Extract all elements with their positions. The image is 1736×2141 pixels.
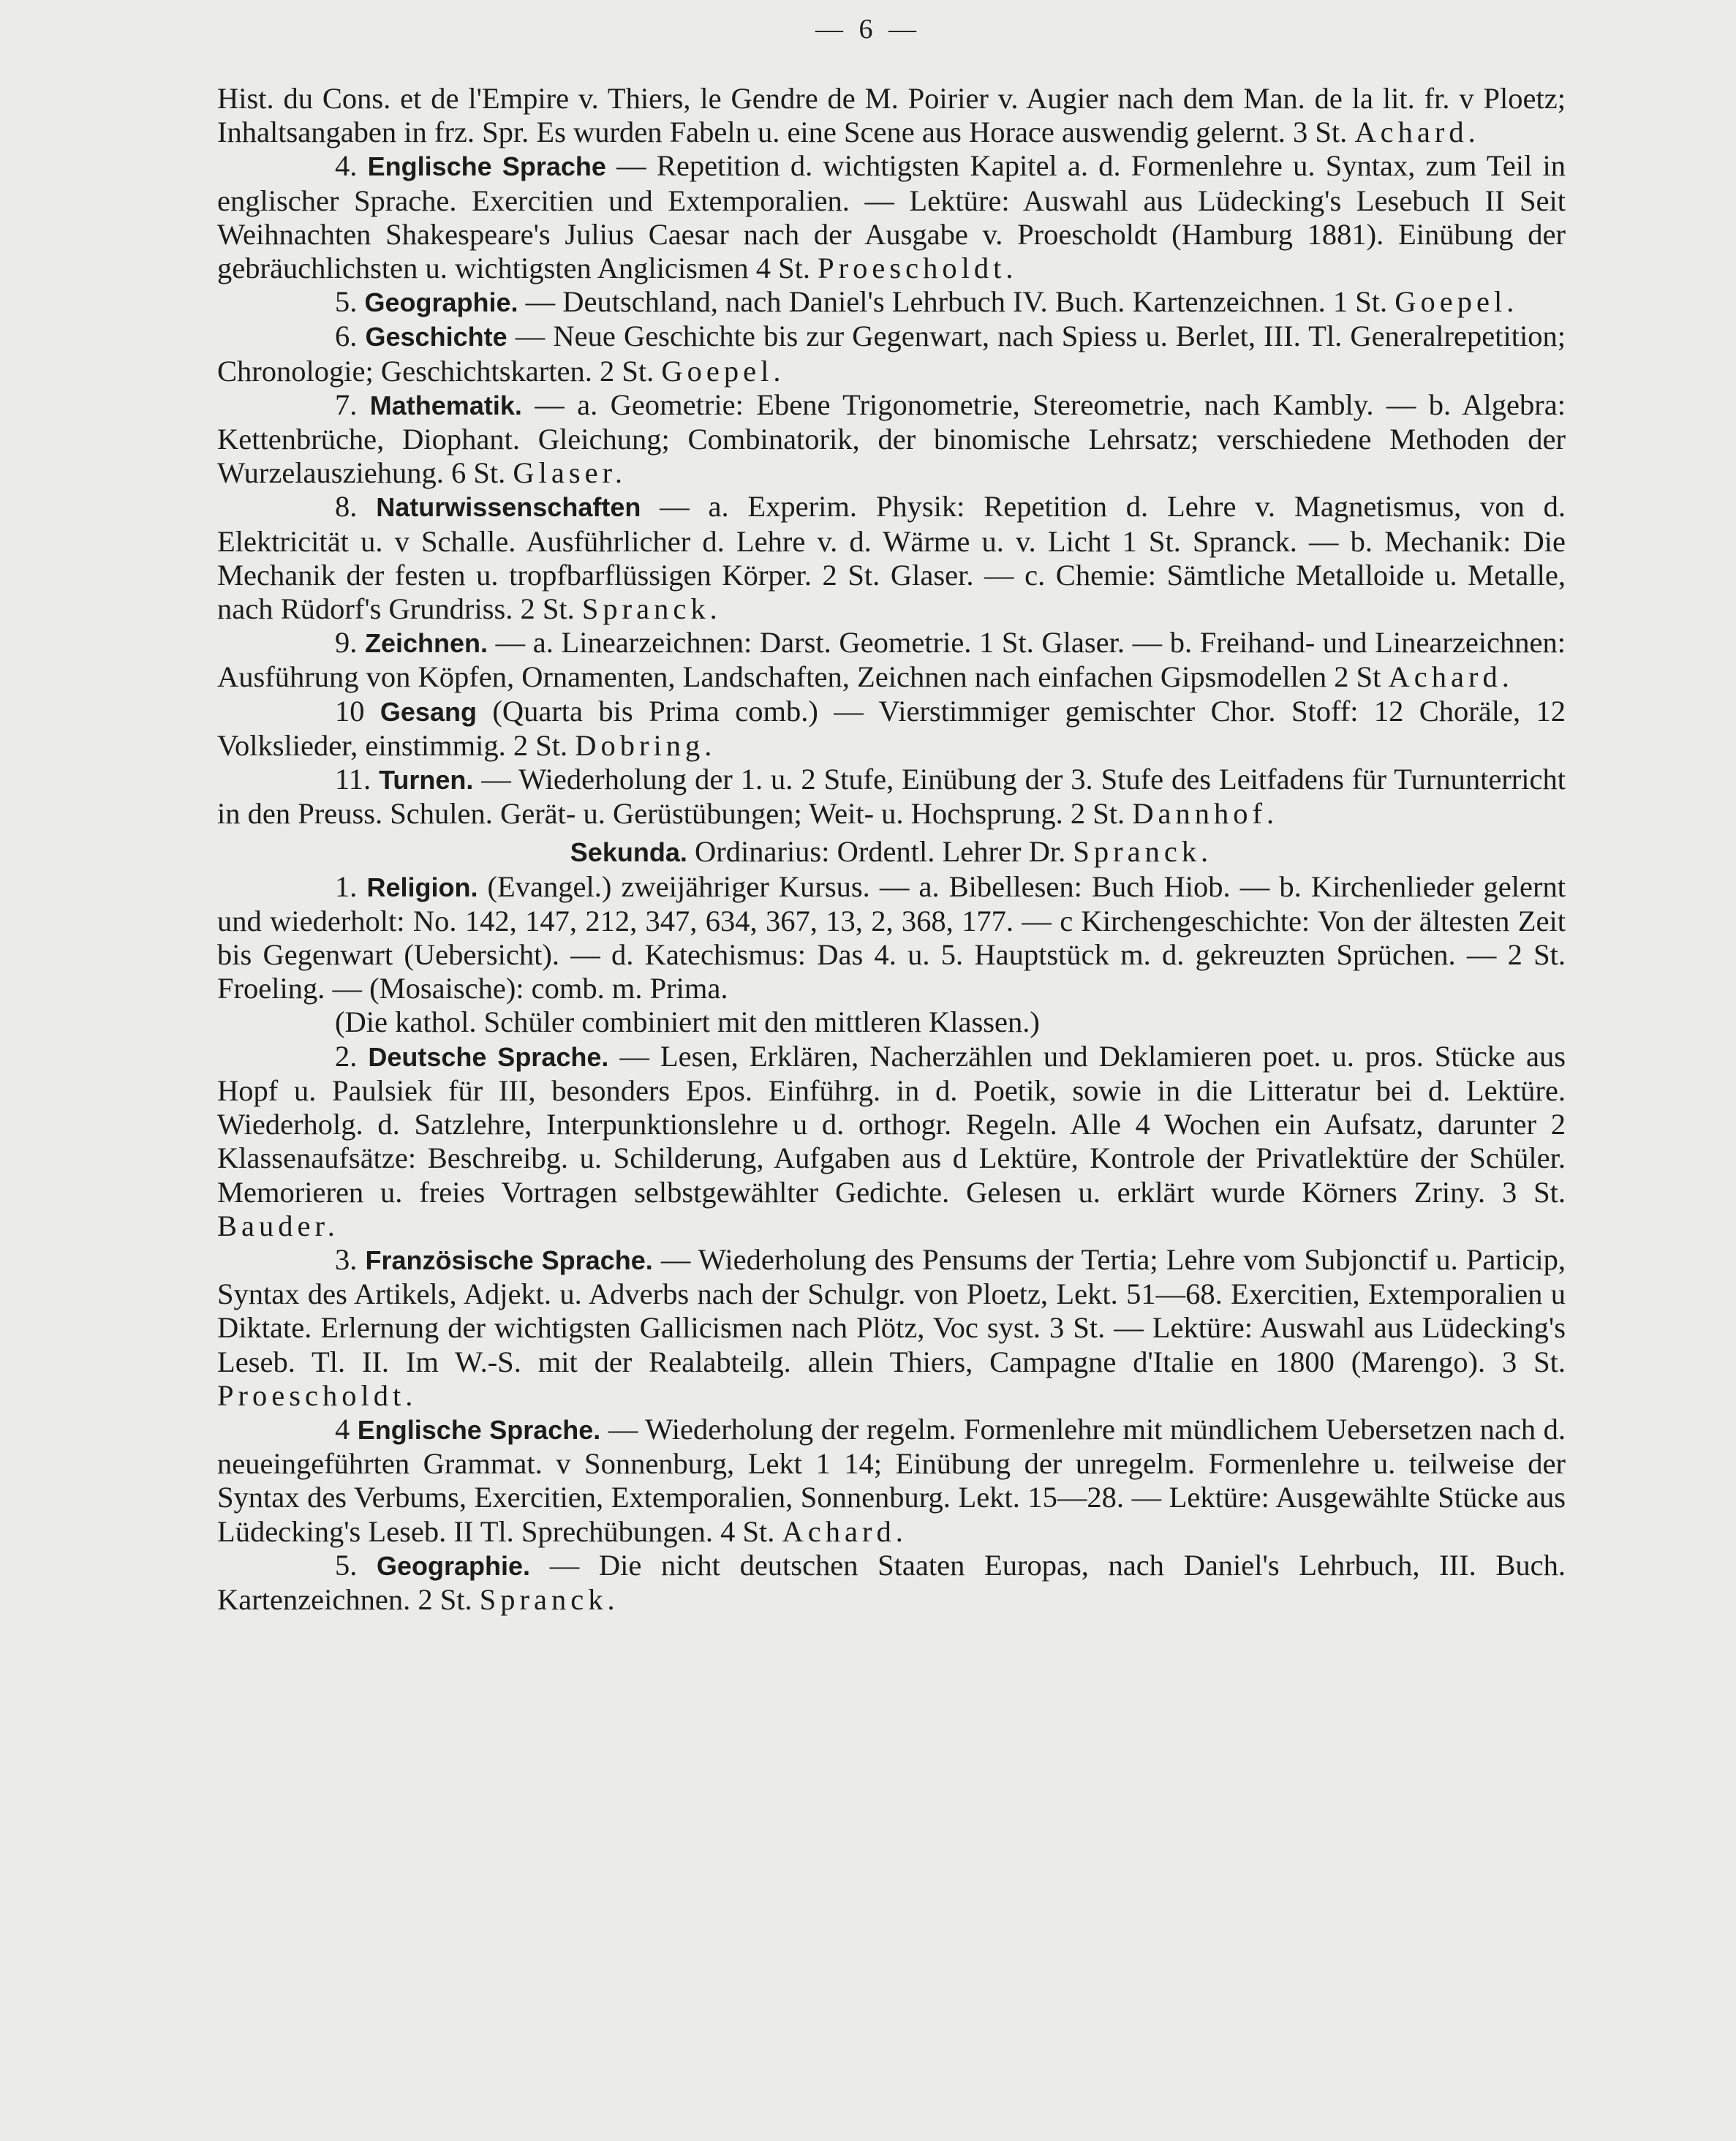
paragraph-text: — Neue Geschichte bis zur Gegenwart, nach Spiess u. Berlet, III. Tl. Generalrepetition; Chronologie; Geschichtskarten. 2 St.	[217, 320, 1566, 388]
subject-heading: Zeichnen.	[365, 628, 488, 659]
item-number: 5.	[335, 1548, 358, 1582]
subject-heading: Geographie.	[364, 287, 518, 318]
paragraph-franzoesische-sprache	[217, 1243, 1566, 1413]
teacher-name: Achard.	[1388, 660, 1514, 694]
teacher-name: Achard.	[782, 1514, 907, 1548]
teacher-name: Dannhof.	[1132, 797, 1279, 831]
subject-heading: Mathematik.	[369, 390, 522, 420]
paragraph-naturwissenschaften	[217, 490, 1566, 626]
item-number: 10	[335, 694, 365, 728]
paragraph-zeichnen	[217, 626, 1566, 694]
paragraph-gesang	[217, 695, 1566, 763]
subject-heading: Gesang	[380, 696, 477, 727]
item-number: 7.	[335, 388, 358, 421]
paragraph-englische-sprache	[217, 149, 1566, 285]
item-number: 6.	[335, 320, 358, 353]
item-number: 3.	[335, 1242, 358, 1276]
subject-heading: Naturwissenschaften	[376, 492, 641, 523]
paragraph-englische-sprache-2	[217, 1413, 1566, 1549]
item-number: 1.	[335, 869, 358, 903]
paragraph-geschichte	[217, 320, 1566, 388]
subject-heading: Turnen.	[379, 765, 474, 796]
paragraph-geographie	[217, 285, 1566, 320]
teacher-name: Glaser.	[513, 456, 627, 490]
paragraph-text: — a. Experim. Physik: Repetition d. Lehre v. Magnetismus, von d. Elektricität u. v Schalle. Ausführlicher d. Lehre v. d. Wärme u. v. Licht 1 St. Spranck. — b. Mechanik: Die Mechanik der festen u. tropfbarflüssigen Körper. 2 St. Glaser. — c. Chemie: Sämtliche Metalloide u. Metalle, nach Rüdorf's Grundriss. 2 St.	[217, 490, 1566, 626]
subject-heading: Englische Sprache	[367, 151, 606, 182]
paragraph-text: — Die nicht deutschen Staaten Europas, nach Daniel's Lehrbuch, III. Buch. Kartenzeichnen. 2 St.	[217, 1548, 1566, 1616]
paragraph-text: — Wiederholung der regelm. Formenlehre mit mündlichem Uebersetzen nach d. neueingeführten Grammat. v Sonnenburg, Lekt 1 14; Einübung der unregelm. Formenlehre u. teilweise der Syntax des Verbums, Exercitien, Extemporalien, Sonnenburg. Lekt. 15—28. — Lektüre: Ausgewählte Stücke aus Lüdecking's Leseb. II Tl. Sprechübungen. 4 St.	[217, 1412, 1566, 1548]
paragraph-text: — a. Geometrie: Ebene Trigonometrie, Stereometrie, nach Kambly. — b. Algebra: Kettenbrüche, Diophant. Gleichung; Combinatorik, der binomische Lehrsatz; verschiedene Methoden der Wurzelausziehung. 6 St.	[217, 388, 1566, 490]
page-number: — 6 —	[815, 14, 921, 45]
paragraph-text: Hist. du Cons. et de l'Empire v. Thiers, le Gendre de M. Poirier v. Augier nach dem Man. de la lit. fr. v Ploetz; Inhaltsangaben in frz. Spr. Es wurden Fabeln u. eine Scene aus Horace auswendig gelernt. 3 St.	[217, 82, 1566, 149]
paragraph-text: (Quarta bis Prima comb.) — Vierstimmiger gemischter Chor. Stoff: 12 Choräle, 12 Volkslieder, einstimmig. 2 St.	[217, 694, 1566, 762]
teacher-name: Bauder.	[217, 1209, 339, 1242]
section-header-sekunda	[217, 835, 1566, 869]
paragraph-text: (Evangel.) zweijähriger Kursus. — a. Bibellesen: Buch Hiob. — b. Kirchenlieder gelernt und wiederholt: No. 142, 147, 212, 347, 634, 367, 13, 2, 368, 177. — c Kirchengeschichte: Von der ältesten Zeit bis Gegenwart (Uebersicht). — d. Katechismus: Das 4. u. 5. Hauptstück m. d. gekreuzten Sprüchen. — 2 St. Froeling. — (Mosaische): comb. m. Prima.	[217, 869, 1566, 1005]
paragraph-text: — Repetition d. wichtigsten Kapitel a. d. Formenlehre u. Syntax, zum Teil in englischer Sprache. Exercitien und Extemporalien. — Lektüre: Auswahl aus Lüdecking's Lesebuch II Seit Weihnachten Shakespeare's Julius Caesar nach der Ausgabe v. Proescholdt (Hamburg 1881). Einübung der gebräuchlichsten u. wichtigsten Anglicismen 4 St.	[217, 149, 1566, 285]
paragraph-mathematik	[217, 388, 1566, 491]
teacher-name: Goepel.	[661, 354, 785, 388]
section-ordinarius: Ordinarius: Ordentl. Lehrer Dr.	[694, 835, 1066, 869]
item-number: 5.	[335, 285, 358, 319]
document-body	[217, 82, 1566, 1617]
item-number: 4.	[335, 149, 358, 183]
paragraph-text: (Die kathol. Schüler combiniert mit den mittleren Klassen.)	[335, 1005, 1040, 1039]
paragraph-text: — a. Linearzeichnen: Darst. Geometrie. 1 St. Glaser. — b. Freihand- und Linearzeichnen: Ausführung von Köpfen, Ornamenten, Landschaften, Zeichnen nach einfachen Gipsmodellen 2 St	[217, 626, 1566, 694]
paragraph-religion	[217, 870, 1566, 1006]
subject-heading: Französische Sprache.	[365, 1245, 653, 1275]
paragraph	[217, 82, 1566, 149]
paragraph-text: — Wiederholung des Pensums der Tertia; Lehre vom Subjonctif u. Particip, Syntax des Artikels, Adjekt. u. Adverbs nach der Schulgr. von Ploetz, Lekt. 51—68. Exercitien, Extemporalien u Diktate. Erlernung der wichtigsten Gallicismen nach Plötz, Voc syst. 3 St. — Lektüre: Auswahl aus Lüdecking's Leseb. Tl. II. Im W.-S. mit der Realabteilg. allein Thiers, Campagne d'Italie en 1800 (Marengo). 3 St.	[217, 1242, 1566, 1378]
subject-heading: Religion.	[366, 872, 478, 902]
subject-heading: Deutsche Sprache.	[368, 1041, 609, 1072]
item-number: 9.	[335, 626, 358, 660]
paragraph-text: — Wiederholung der 1. u. 2 Stufe, Einübung der 3. Stufe des Leitfadens für Turnunterricht in den Preuss. Schulen. Gerät- u. Gerüstübungen; Weit- u. Hochsprung. 2 St.	[217, 763, 1566, 831]
section-title: Sekunda.	[570, 837, 687, 868]
item-number: 2.	[335, 1039, 358, 1073]
subject-heading: Englische Sprache.	[357, 1414, 601, 1445]
item-number: 11.	[335, 763, 371, 796]
teacher-name: Spranck.	[581, 592, 722, 626]
teacher-name: Achard.	[1354, 116, 1480, 149]
paragraph-text: — Deutschland, nach Daniel's Lehrbuch IV. Buch. Kartenzeichnen. 1 St.	[518, 285, 1388, 319]
teacher-name: Spranck.	[1073, 835, 1213, 869]
paragraph-turnen	[217, 763, 1566, 831]
subject-heading: Geschichte	[365, 322, 507, 352]
item-number: 4	[335, 1412, 350, 1446]
teacher-name: Spranck.	[479, 1582, 619, 1616]
teacher-name: Proescholdt.	[217, 1378, 418, 1412]
item-number: 8.	[335, 490, 358, 524]
teacher-name: Proescholdt.	[818, 252, 1018, 285]
paragraph-deutsche-sprache	[217, 1040, 1566, 1243]
teacher-name: Dobring.	[575, 728, 717, 762]
teacher-name: Goepel.	[1395, 285, 1519, 319]
paragraph-kathol-note	[217, 1005, 1566, 1039]
paragraph-text: — Lesen, Erklären, Nacherzählen und Deklamieren poet. u. pros. Stücke aus Hopf u. Paulsiek für III, besonders Epos. Einführg. in d. Poetik, sowie in die Litteratur bei d. Lektüre. Wiederholg. d. Satzlehre, Interpunktionslehre u d. orthogr. Regeln. Alle 4 Wochen ein Aufsatz, darunter 2 Klassenaufsätze: Beschreibg. u. Schilderung, Aufgaben aus d Lektüre, Kontrole der Privatlektüre der Schüler. Memorieren u. freies Vortragen selbstgewählter Gedichte. Gelesen u. erklärt wurde Körners Zriny. 3 St.	[217, 1039, 1566, 1209]
subject-heading: Geographie.	[377, 1550, 531, 1581]
paragraph-geographie-2	[217, 1549, 1566, 1617]
